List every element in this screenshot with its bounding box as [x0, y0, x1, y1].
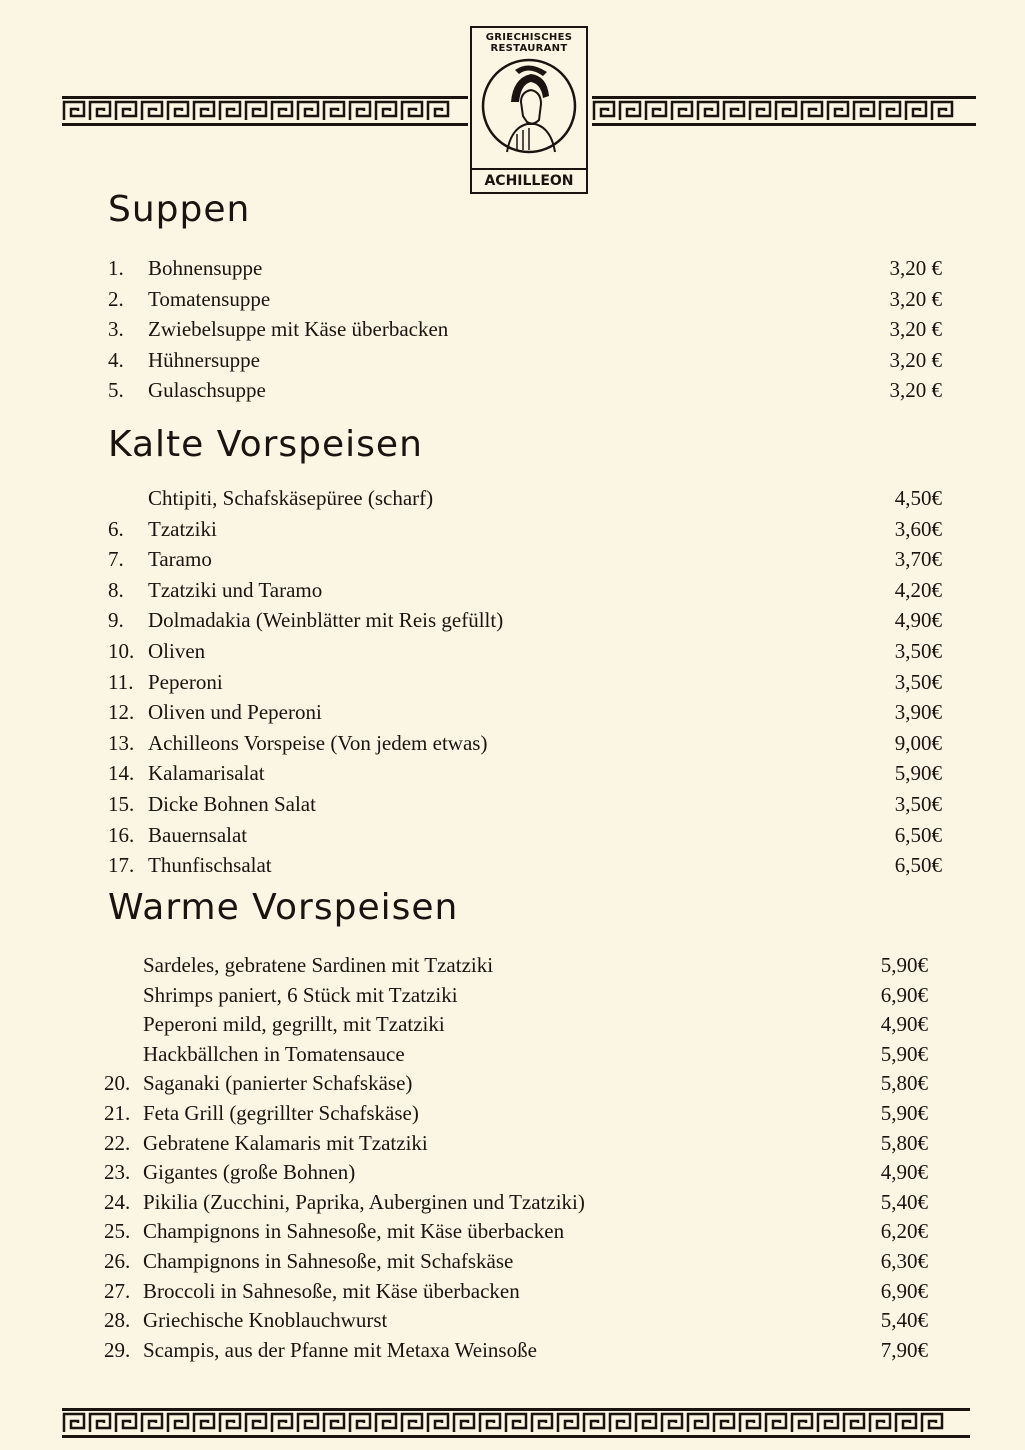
- menu-item: [108, 729, 942, 757]
- menu-item: [108, 790, 942, 818]
- menu-item: [108, 821, 942, 849]
- menu-item-name: Bauernsalat: [148, 822, 248, 847]
- menu-item-name: Oliven und Peperoni: [148, 700, 322, 725]
- menu-item: [108, 484, 942, 512]
- section-title: Warme Vorspeisen: [108, 887, 459, 928]
- menu-item: [104, 1099, 928, 1127]
- menu-item-price: 5,90€: [894, 761, 942, 786]
- menu-item-name: Gulaschsuppe: [148, 378, 266, 403]
- menu-item-price: 5,90€: [880, 1041, 928, 1066]
- menu-item-price: 5,80€: [880, 1071, 928, 1096]
- menu-item-price: 3,60€: [894, 516, 942, 541]
- menu-item-name: Dolmadakia (Weinblätter mit Reis gefüllt): [148, 608, 504, 633]
- menu-item-number: 27.: [104, 1278, 131, 1303]
- menu-item-name: Chtipiti, Schafskäsepüree (scharf): [148, 486, 434, 510]
- menu-item: [104, 1247, 928, 1275]
- menu-item-price: 3,20 €: [889, 378, 942, 403]
- menu-item-number: 23.: [104, 1160, 131, 1185]
- menu-item-price: 6,20€: [880, 1219, 928, 1244]
- menu-item-number: 9.: [108, 608, 124, 633]
- menu-item-name: Sardeles, gebratene Sardinen mit Tzatziki: [143, 953, 494, 977]
- menu-item-name: Zwiebelsuppe mit Käse überbacken: [148, 317, 449, 342]
- menu-item-number: 2.: [108, 286, 124, 311]
- menu-item-name: Champignons in Sahnesoße, mit Käse überbacken: [143, 1219, 565, 1244]
- menu-item-number: 4.: [108, 347, 124, 372]
- menu-item-price: 9,00€: [894, 730, 942, 755]
- menu-item: [108, 315, 942, 343]
- menu-item-name: Taramo: [148, 547, 212, 572]
- menu-item-number: 6.: [108, 516, 124, 541]
- menu-item-number: 29.: [104, 1337, 131, 1362]
- menu-item-number: 3.: [108, 317, 124, 342]
- menu-item-number: 20.: [104, 1071, 131, 1096]
- menu-item-name: Thunfischsalat: [148, 853, 272, 878]
- menu-item-price: 5,40€: [880, 1189, 928, 1214]
- menu-item-price: 4,90€: [880, 1012, 928, 1037]
- menu-item: [104, 1188, 928, 1216]
- menu-item: [108, 545, 942, 573]
- menu-item: [108, 254, 942, 282]
- menu-item-number: 17.: [108, 853, 135, 878]
- menu-item-name: Tomatensuppe: [148, 286, 271, 311]
- menu-item-price: 3,50€: [894, 792, 942, 816]
- menu-item-name: Achilleons Vorspeise (Von jedem etwas): [148, 730, 488, 755]
- greek-key-border-top-left: [62, 96, 468, 126]
- menu-item-name: Shrimps paniert, 6 Stück mit Tzatziki: [143, 982, 458, 1007]
- menu-item-price: 4,90€: [880, 1160, 928, 1185]
- menu-item: [108, 668, 942, 696]
- menu-item-name: Griechische Knoblauchwurst: [143, 1308, 388, 1333]
- menu-item-number: 12.: [108, 700, 135, 725]
- menu-item-price: 5,90€: [880, 953, 928, 977]
- menu-item-number: 15.: [108, 792, 135, 816]
- menu-item-price: 3,20 €: [889, 347, 942, 372]
- menu-item-price: 3,20 €: [889, 286, 942, 311]
- menu-item-name: Hühnersuppe: [148, 347, 260, 372]
- menu-item-number: 10.: [108, 639, 135, 663]
- menu-item-price: 5,90€: [880, 1101, 928, 1125]
- spartan-warrior-helmet-icon: [481, 58, 577, 154]
- menu-item-name: Kalamarisalat: [148, 761, 265, 786]
- menu-item: [108, 515, 942, 543]
- menu-item: [108, 698, 942, 726]
- menu-item: [104, 1217, 928, 1245]
- logo-name: ACHILLEON: [472, 168, 586, 192]
- menu-item-number: 8.: [108, 577, 124, 602]
- menu-item-number: 11.: [108, 669, 134, 694]
- menu-item-name: Saganaki (panierter Schafskäse): [143, 1071, 413, 1096]
- menu-item-number: 22.: [104, 1130, 131, 1155]
- menu-item-name: Feta Grill (gegrillter Schafskäse): [143, 1101, 419, 1125]
- logo-line-restaurant: RESTAURANT: [490, 43, 568, 54]
- menu-item-price: 6,50€: [894, 853, 942, 878]
- menu-item-number: 7.: [108, 547, 124, 572]
- menu-item-name: Tzatziki: [148, 516, 217, 541]
- menu-item: [104, 1306, 928, 1334]
- menu-item: [108, 285, 942, 313]
- menu-item-price: 3,70€: [894, 547, 942, 572]
- menu-item: [104, 981, 928, 1009]
- menu-item-name: Scampis, aus der Pfanne mit Metaxa Weinsoße: [143, 1337, 537, 1362]
- menu-item-name: Gebratene Kalamaris mit Tzatziki: [143, 1130, 428, 1155]
- menu-item-price: 3,50€: [894, 669, 942, 694]
- logo-line-griechisches: GRIECHISCHES: [485, 32, 573, 43]
- menu-item-number: 1.: [108, 256, 124, 280]
- menu-item-name: Peperoni: [148, 669, 223, 694]
- menu-item-number: 5.: [108, 378, 124, 403]
- menu-item-price: 3,20 €: [889, 256, 942, 280]
- menu-item-number: 13.: [108, 730, 135, 755]
- menu-item-price: 6,90€: [880, 1278, 928, 1303]
- menu-item-number: 24.: [104, 1189, 131, 1214]
- menu-item-price: 5,80€: [880, 1130, 928, 1155]
- menu-item: [108, 346, 942, 374]
- menu-item-price: 4,50€: [894, 486, 942, 510]
- menu-item-name: Dicke Bohnen Salat: [148, 792, 316, 816]
- menu-item-price: 7,90€: [880, 1337, 928, 1362]
- menu-item-price: 3,90€: [894, 700, 942, 725]
- menu-item-name: Broccoli in Sahnesoße, mit Käse überbacken: [143, 1278, 520, 1303]
- menu-item: [104, 1010, 928, 1038]
- menu-item-name: Tzatziki und Taramo: [148, 577, 323, 602]
- menu-item: [108, 606, 942, 634]
- menu-item-name: Oliven: [148, 639, 206, 663]
- menu-item-number: 14.: [108, 761, 135, 786]
- menu-item-price: 3,20 €: [889, 317, 942, 342]
- menu-item-number: 16.: [108, 822, 135, 847]
- logo-top-text: [472, 32, 586, 54]
- menu-item-price: 6,30€: [880, 1249, 928, 1273]
- menu-item-name: Hackbällchen in Tomatensauce: [143, 1041, 405, 1066]
- menu-item-price: 3,50€: [894, 639, 942, 663]
- menu-item: [108, 851, 942, 879]
- section-title: Kalte Vorspeisen: [108, 424, 423, 465]
- menu-item-price: 4,20€: [894, 577, 942, 602]
- section-title: Suppen: [108, 189, 251, 230]
- menu-item-name: Champignons in Sahnesoße, mit Schafskäse: [143, 1249, 514, 1273]
- greek-key-border-top-right: [592, 96, 976, 126]
- menu-item-name: Peperoni mild, gegrillt, mit Tzatziki: [143, 1012, 445, 1037]
- menu-item: [108, 576, 942, 604]
- menu-item-number: 26.: [104, 1249, 131, 1273]
- menu-item: [104, 1129, 928, 1157]
- menu-item-price: 4,90€: [894, 608, 942, 633]
- menu-item-number: 21.: [104, 1101, 131, 1125]
- menu-item-price: 6,90€: [880, 982, 928, 1007]
- menu-item: [104, 951, 928, 979]
- menu-item-name: Pikilia (Zucchini, Paprika, Auberginen und Tzatziki): [143, 1189, 585, 1214]
- greek-key-border-bottom: [62, 1408, 970, 1438]
- menu-item: [108, 376, 942, 404]
- menu-item-number: 28.: [104, 1308, 131, 1333]
- menu-item: [104, 1040, 928, 1068]
- menu-item-name: Gigantes (große Bohnen): [143, 1160, 356, 1185]
- restaurant-logo: [470, 26, 588, 194]
- menu-item-name: Bohnensuppe: [148, 256, 263, 280]
- menu-item-price: 5,40€: [880, 1308, 928, 1333]
- menu-item: [104, 1277, 928, 1305]
- menu-item-number: 25.: [104, 1219, 131, 1244]
- menu-item: [108, 759, 942, 787]
- menu-item: [104, 1158, 928, 1186]
- menu-item: [104, 1069, 928, 1097]
- menu-item-price: 6,50€: [894, 822, 942, 847]
- menu-item: [104, 1336, 928, 1364]
- menu-item: [108, 637, 942, 665]
